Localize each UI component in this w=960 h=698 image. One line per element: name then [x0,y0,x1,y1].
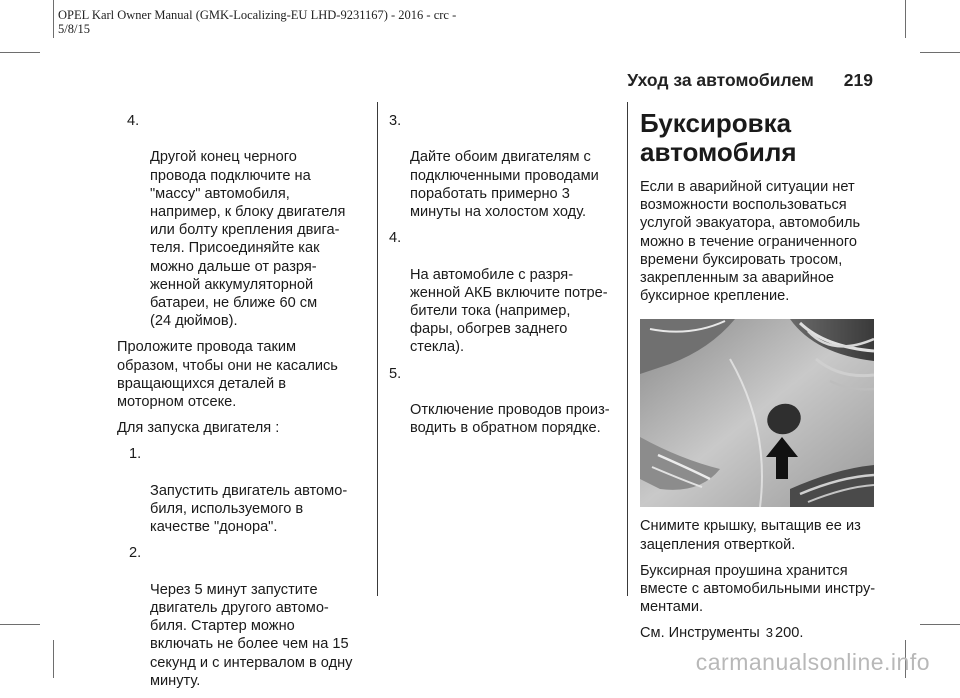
list-item [389,365,617,438]
paragraph: Для запуска двигателя : [117,420,280,437]
list-number: 4. [389,230,402,247]
column-3 [640,108,880,651]
paragraph: Буксирная проушина хранится вместе с автомобильными инстру- ментами. [640,562,876,616]
crop-mark [53,0,54,38]
running-head [627,70,873,91]
paragraph: Проложите провода таким образом, чтобы они не касались вращающихся деталей в моторном отсеке. [117,339,338,411]
list-item [389,112,617,221]
list-text: На автомобиле с разря- женной АКБ включите потре- бители тока (например, фары, обогрев заднего стекла). [410,266,608,356]
list-text: Дайте обоим двигателям с подключенными проводами поработать примерно 3 минуты на холостом ходу. [410,149,599,221]
watermark: carmanualsonline.info [695,649,930,675]
column-divider [377,102,378,596]
tow-eye-cover-photo [640,319,874,507]
column-1 [117,112,369,698]
list-text: Отключение проводов произ- водить в обратном порядке. [410,402,610,437]
crop-mark [0,624,40,625]
document-header [58,8,456,36]
document-header-date: 5/8/15 [58,22,90,36]
section-title: Буксировка автомобиля [640,108,797,167]
paragraph: Снимите крышку, вытащив ее из зацепления отверткой. [640,518,861,553]
crop-mark [53,640,54,678]
crop-mark [0,52,40,53]
list-text: Другой конец черного провода подключите на "массу" автомобиля, например, к блоку двигателя или болту крепления двига- теля. Присоединяйте как можно дальше от разря- женной аккумуляторной батареи, не ближе 60 см (24 дюймов). [150,149,346,330]
column-2 [389,112,617,445]
numbered-list [117,445,369,690]
list-number: 3. [389,113,402,129]
list-number: 5. [389,365,402,382]
list-text: Через 5 минут запустите двигатель другого автомо- биля. Стартер можно включать не более чем на 15 секунд и с интервалом в одну минуту. [150,581,353,689]
xref-text: См. Инструменты [640,625,760,642]
page-number: 219 [843,70,873,90]
crop-mark [920,52,960,53]
list-item [389,229,617,356]
page-reference-icon: 3 [765,625,773,641]
list-item [129,544,369,690]
list-number: 2. [129,545,142,562]
column-divider [627,102,628,596]
list-item [129,445,369,536]
paragraph: Если в аварийной ситуации нет возможности воспользоваться услугой эвакуатора, автомобиль можно в течение ограниченного времени буксировать тросом, закрепленным за аварийное буксирное крепление. [640,179,861,305]
chapter-title: Уход за автомобилем [627,70,814,90]
list-item [117,112,369,330]
document-header-line: OPEL Karl Owner Manual (GMK-Localizing-EU LHD-9231167) - 2016 - crc - [58,8,457,22]
list-number: 1. [129,446,142,463]
cross-reference [640,624,880,642]
list-text: Запустить двигатель автомо- биля, используемого в качестве "донора". [150,482,348,536]
crop-mark [905,0,906,38]
xref-page[interactable]: 200. [774,625,804,642]
list-number: 4. [127,113,140,129]
crop-mark [920,624,960,625]
